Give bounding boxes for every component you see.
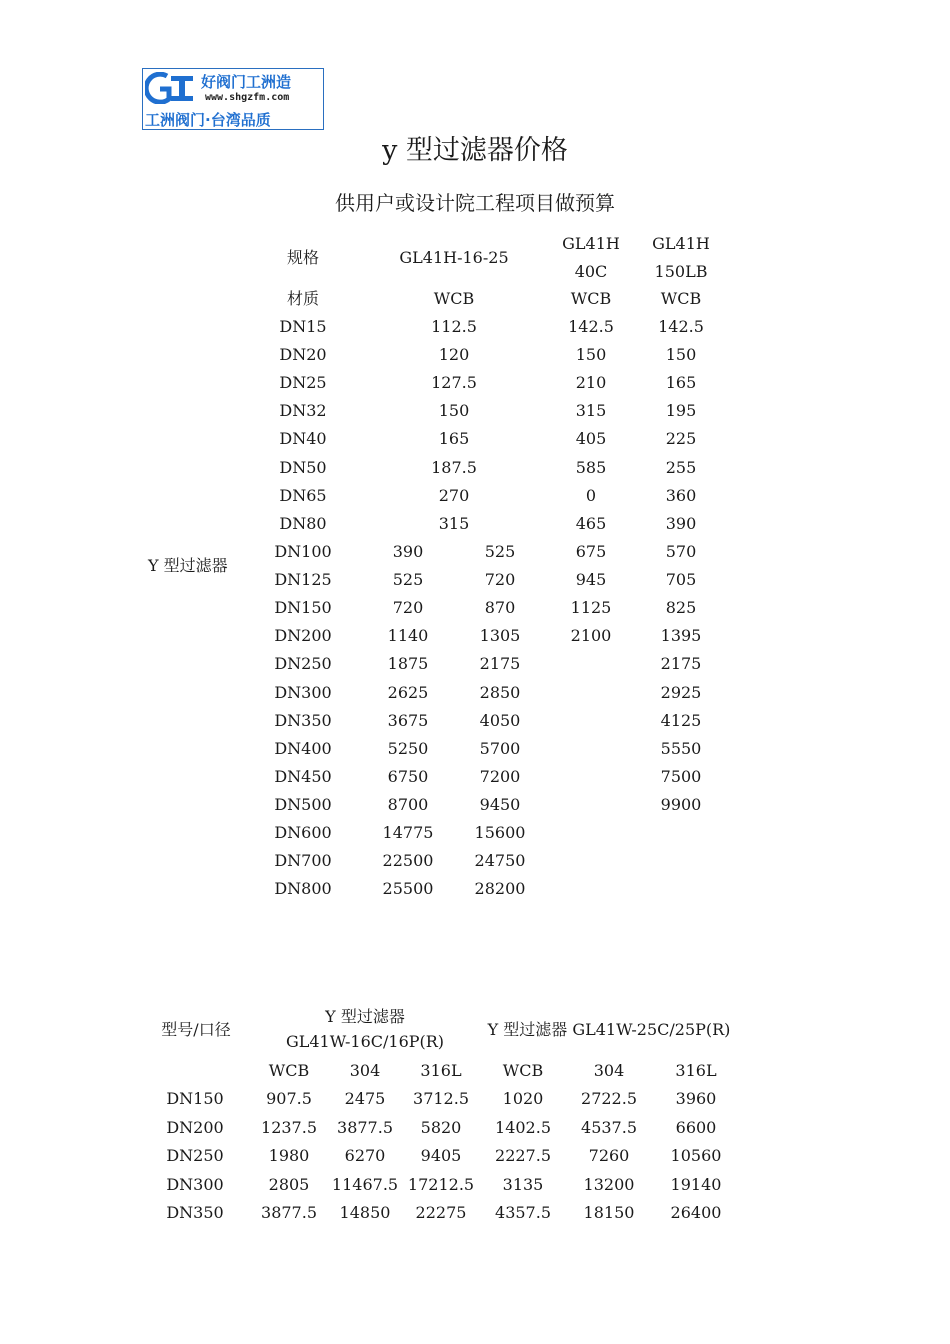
- header-gl41h-150lb-line2: 150LB: [654, 262, 708, 281]
- price-cell: 405: [575, 429, 607, 449]
- price-cell: 7500: [660, 766, 702, 786]
- price-cell: 225: [665, 429, 697, 449]
- table2-group1-line2: GL41W-16C/16P(R): [285, 1032, 445, 1051]
- price-cell: 570: [665, 542, 697, 561]
- price-cell: 3877.5: [261, 1203, 317, 1222]
- price-cell: 5250: [387, 738, 429, 758]
- price-cell: 15600: [474, 823, 526, 842]
- gz-logo-mark-icon: [145, 72, 197, 104]
- price-cell: 720: [484, 570, 516, 590]
- material-header: 304: [349, 1061, 381, 1080]
- size-cell: DN80: [279, 513, 327, 533]
- price-cell: 585: [575, 457, 607, 477]
- price-cell: 14850: [339, 1203, 391, 1222]
- price-cell: 28200: [474, 879, 526, 899]
- price-cell: 7200: [479, 766, 521, 786]
- header-spec: 规格: [286, 248, 320, 267]
- price-cell: 1305: [479, 626, 521, 646]
- price-cell: 907.5: [266, 1089, 312, 1108]
- size-cell: DN500: [274, 794, 332, 814]
- material-header: 304: [593, 1061, 625, 1080]
- price-cell: 1125: [570, 598, 612, 618]
- price-cell: 3960: [675, 1089, 717, 1108]
- size-cell: DN200: [166, 1117, 224, 1137]
- price-cell: 675: [575, 542, 607, 561]
- size-cell: DN300: [274, 682, 332, 702]
- size-cell: DN32: [279, 401, 327, 421]
- price-cell: 2625: [387, 682, 429, 702]
- material-b: WCB: [570, 289, 612, 308]
- price-cell: 1875: [387, 654, 429, 674]
- price-cell: 195: [665, 401, 697, 421]
- size-cell: DN40: [279, 429, 327, 449]
- size-cell: DN700: [274, 851, 332, 871]
- price-cell: 2227.5: [495, 1146, 551, 1165]
- price-cell: 1395: [660, 626, 702, 646]
- price-cell: 26400: [670, 1203, 722, 1222]
- price-cell: 10560: [670, 1146, 722, 1165]
- price-cell: 825: [665, 598, 697, 618]
- size-cell: DN15: [279, 317, 327, 336]
- price-cell: 9900: [660, 794, 702, 814]
- price-cell: 210: [575, 373, 607, 393]
- company-logo: [142, 68, 324, 130]
- price-cell: 2175: [479, 654, 521, 674]
- price-cell: 6600: [675, 1117, 717, 1137]
- size-cell: DN20: [279, 345, 327, 365]
- price-cell: 1980: [268, 1146, 310, 1165]
- material-header: 316L: [675, 1061, 717, 1080]
- price-cell: 142.5: [568, 317, 614, 336]
- price-cell: 18150: [583, 1203, 635, 1222]
- price-cell: 5550: [660, 738, 702, 758]
- size-cell: DN350: [166, 1203, 224, 1222]
- size-cell: DN150: [274, 598, 332, 618]
- price-cell: 6270: [344, 1146, 386, 1165]
- price-cell: 525: [392, 570, 424, 590]
- price-cell: 4125: [660, 710, 702, 730]
- price-cell: 390: [665, 513, 697, 533]
- price-cell: 2805: [268, 1174, 310, 1194]
- material-header: WCB: [502, 1061, 544, 1080]
- price-cell: 7260: [588, 1146, 630, 1165]
- price-cell: 17212.5: [407, 1174, 475, 1194]
- size-cell: DN150: [166, 1089, 224, 1108]
- price-cell: 3675: [387, 710, 429, 730]
- price-cell: 3712.5: [413, 1089, 469, 1108]
- price-cell: 2850: [479, 682, 521, 702]
- price-cell: 0: [585, 485, 597, 505]
- price-cell: 465: [575, 513, 607, 533]
- material-a: WCB: [433, 289, 475, 308]
- price-cell: 390: [392, 542, 424, 561]
- price-cell: 1237.5: [261, 1117, 317, 1137]
- price-cell: 25500: [382, 879, 434, 899]
- price-cell: 150: [665, 345, 697, 365]
- price-cell: 360: [665, 485, 697, 505]
- price-cell: 187.5: [431, 457, 477, 477]
- material-c: WCB: [660, 289, 702, 308]
- price-cell: 165: [438, 429, 470, 449]
- price-cell: 1140: [387, 626, 429, 646]
- table2-corner: 型号/口径: [161, 1020, 231, 1039]
- price-cell: 4537.5: [581, 1117, 637, 1137]
- logo-tagline: 工洲阀门·台湾品质: [145, 111, 271, 129]
- price-cell: 315: [438, 513, 470, 533]
- table2-group1-line1: Y 型过滤器: [325, 1007, 405, 1026]
- price-cell: 2925: [660, 682, 702, 702]
- price-cell: 2100: [570, 626, 612, 646]
- price-cell: 120: [438, 345, 470, 365]
- price-cell: 5700: [479, 738, 521, 758]
- material-header: WCB: [268, 1061, 310, 1080]
- price-cell: 9405: [420, 1146, 462, 1165]
- price-cell: 6750: [387, 766, 429, 786]
- header-gl41h-16-25: GL41H-16-25: [399, 248, 509, 267]
- price-cell: 127.5: [431, 373, 477, 393]
- size-cell: DN400: [274, 738, 332, 758]
- size-cell: DN450: [274, 766, 332, 786]
- price-cell: 13200: [583, 1174, 635, 1194]
- size-cell: DN50: [279, 457, 327, 477]
- price-cell: 2175: [660, 654, 702, 674]
- size-cell: DN300: [166, 1174, 224, 1194]
- page-title: y 型过滤器价格: [382, 135, 568, 166]
- size-cell: DN250: [274, 654, 332, 674]
- price-cell: 1402.5: [495, 1117, 551, 1137]
- size-cell: DN200: [274, 626, 332, 646]
- page-subtitle: 供用户或设计院工程项目做预算: [335, 191, 615, 215]
- price-cell: 150: [438, 401, 470, 421]
- price-cell: 255: [665, 457, 697, 477]
- price-cell: 720: [392, 598, 424, 618]
- logo-url: www.shgzfm.com: [205, 92, 290, 103]
- size-cell: DN350: [274, 710, 332, 730]
- price-cell: 22275: [415, 1203, 467, 1222]
- price-cell: 1020: [502, 1089, 544, 1108]
- size-cell: DN65: [279, 485, 327, 505]
- price-cell: 525: [484, 542, 516, 561]
- table-side-label: Y 型过滤器: [148, 556, 228, 575]
- price-cell: 315: [575, 401, 607, 421]
- size-cell: DN25: [279, 373, 327, 393]
- price-cell: 8700: [387, 794, 429, 814]
- size-cell: DN600: [274, 823, 332, 842]
- price-cell: 870: [484, 598, 516, 618]
- price-cell: 270: [438, 485, 470, 505]
- table2-group2: Y 型过滤器 GL41W-25C/25P(R): [487, 1020, 731, 1039]
- price-cell: 705: [665, 570, 697, 590]
- size-cell: DN100: [274, 542, 332, 561]
- price-cell: 11467.5: [331, 1174, 399, 1194]
- price-cell: 2722.5: [581, 1089, 637, 1108]
- price-cell: 4050: [479, 710, 521, 730]
- price-cell: 19140: [670, 1174, 722, 1194]
- price-cell: 9450: [479, 794, 521, 814]
- price-cell: 150: [575, 345, 607, 365]
- size-cell: DN250: [166, 1146, 224, 1165]
- price-cell: 24750: [474, 851, 526, 871]
- price-cell: 4357.5: [495, 1203, 551, 1222]
- price-cell: 165: [665, 373, 697, 393]
- price-cell: 3877.5: [337, 1117, 393, 1137]
- price-cell: 22500: [382, 851, 434, 871]
- price-cell: 112.5: [431, 317, 477, 336]
- header-gl41h-40c-line2: 40C: [574, 262, 608, 281]
- material-label: 材质: [286, 289, 320, 308]
- size-cell: DN800: [274, 879, 332, 899]
- header-gl41h-40c-line1: GL41H: [562, 234, 620, 253]
- size-cell: DN125: [274, 570, 332, 590]
- price-cell: 14775: [382, 823, 434, 842]
- price-cell: 945: [575, 570, 607, 590]
- price-cell: 3135: [502, 1174, 544, 1194]
- header-gl41h-150lb-line1: GL41H: [652, 234, 710, 253]
- price-cell: 5820: [420, 1117, 462, 1137]
- price-cell: 142.5: [658, 317, 704, 336]
- material-header: 316L: [420, 1061, 462, 1080]
- price-cell: 2475: [344, 1089, 386, 1108]
- logo-title: 好阀门工洲造: [201, 73, 292, 91]
